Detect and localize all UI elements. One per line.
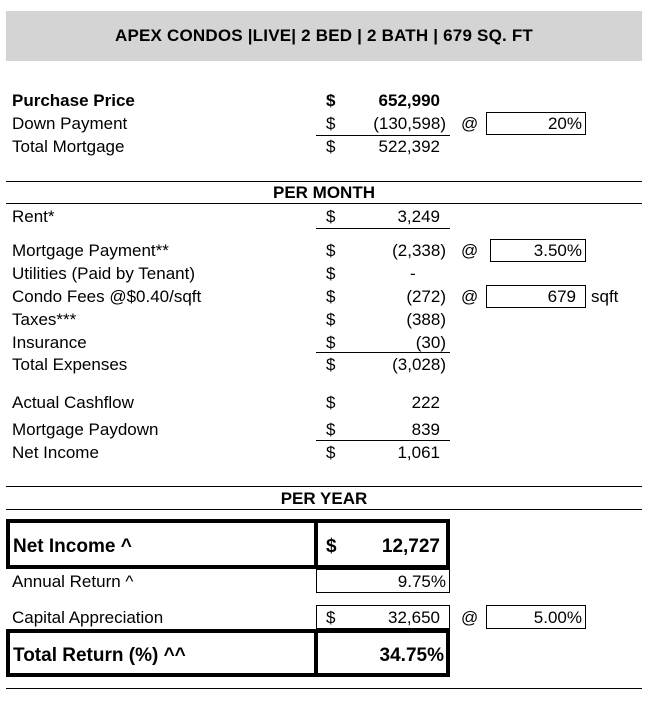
mortgage-payment-label: Mortgage Payment** <box>12 241 169 260</box>
insurance-currency: $ <box>326 333 336 352</box>
utilities-currency: $ <box>326 264 336 283</box>
appreciation-rate: 5.00% <box>533 608 582 627</box>
per-month-heading: PER MONTH <box>273 183 375 202</box>
condo-fees-label: Condo Fees @$0.40/sqft <box>12 287 202 306</box>
down-payment-underline <box>316 135 450 136</box>
net-income-month-currency: $ <box>326 443 336 462</box>
total-return-value: 34.75% <box>379 645 444 666</box>
actual-cashflow-label: Actual Cashflow <box>12 393 134 412</box>
total-mortgage-value: 522,392 <box>378 137 440 156</box>
mortgage-payment-currency: $ <box>326 241 336 260</box>
taxes-value: (388) <box>406 310 446 329</box>
rent-label: Rent* <box>12 207 55 226</box>
annual-return-value: 9.75% <box>397 572 446 591</box>
condo-sqft-at: @ <box>461 287 479 306</box>
net-income-month-label: Net Income <box>12 443 99 462</box>
insurance-label: Insurance <box>12 333 87 352</box>
total-mortgage-currency: $ <box>326 137 336 156</box>
actual-cashflow-value: 222 <box>411 393 440 412</box>
down-payment-value: (130,598) <box>373 114 446 133</box>
sqft-unit: sqft <box>591 287 619 306</box>
purchase-price-currency: $ <box>326 91 336 110</box>
per-year-heading: PER YEAR <box>280 489 368 508</box>
total-return-label: Total Return (%) ^^ <box>13 645 186 666</box>
per-year-bottom-rule <box>6 509 642 510</box>
rent-currency: $ <box>326 207 336 226</box>
bottom-rule <box>6 688 642 689</box>
mortgage-paydown-value: 839 <box>411 420 440 439</box>
total-expenses-value: (3,028) <box>392 355 446 374</box>
net-income-year-currency: $ <box>326 536 337 557</box>
down-payment-label: Down Payment <box>12 114 128 133</box>
capital-appreciation-currency: $ <box>326 608 336 627</box>
mortgage-paydown-label: Mortgage Paydown <box>12 420 159 439</box>
down-payment-at: @ <box>461 114 479 133</box>
utilities-label: Utilities (Paid by Tenant) <box>12 264 195 283</box>
condo-fees-currency: $ <box>326 287 336 306</box>
condo-fees-value: (272) <box>406 287 446 306</box>
total-mortgage-label: Total Mortgage <box>12 137 125 156</box>
down-payment-currency: $ <box>326 114 336 133</box>
total-expenses-currency: $ <box>326 355 336 374</box>
taxes-label: Taxes*** <box>12 310 77 329</box>
insurance-underline <box>316 352 450 353</box>
net-income-year-value: 12,727 <box>381 536 440 557</box>
appreciation-rate-at: @ <box>461 608 479 627</box>
rent-value: 3,249 <box>397 207 440 226</box>
paydown-underline <box>316 440 450 441</box>
sheet-title: APEX CONDOS |LIVE| 2 BED | 2 BATH | 679 SQ. FT <box>6 11 642 61</box>
mortgage-paydown-currency: $ <box>326 420 336 439</box>
per-month-bottom-rule <box>6 203 642 204</box>
annual-return-label: Annual Return ^ <box>12 572 134 591</box>
taxes-currency: $ <box>326 310 336 329</box>
net-income-year-label: Net Income ^ <box>13 536 132 557</box>
down-payment-pct: 20% <box>547 114 582 133</box>
mortgage-payment-value: (2,338) <box>392 241 446 260</box>
per-month-top-rule <box>6 181 642 182</box>
per-year-top-rule <box>6 486 642 487</box>
mortgage-rate: 3.50% <box>533 241 582 260</box>
mortgage-rate-at: @ <box>461 241 479 260</box>
purchase-price-label: Purchase Price <box>12 91 135 110</box>
actual-cashflow-currency: $ <box>326 393 336 412</box>
capital-appreciation-label: Capital Appreciation <box>12 608 164 627</box>
rent-underline <box>316 228 450 229</box>
capital-appreciation-value: 32,650 <box>388 608 440 627</box>
total-expenses-label: Total Expenses <box>12 355 128 374</box>
insurance-value: (30) <box>415 333 446 352</box>
net-income-month-value: 1,061 <box>397 443 440 462</box>
utilities-value: - <box>410 264 416 283</box>
condo-sqft: 679 <box>547 287 576 306</box>
purchase-price-value: 652,990 <box>378 91 440 110</box>
